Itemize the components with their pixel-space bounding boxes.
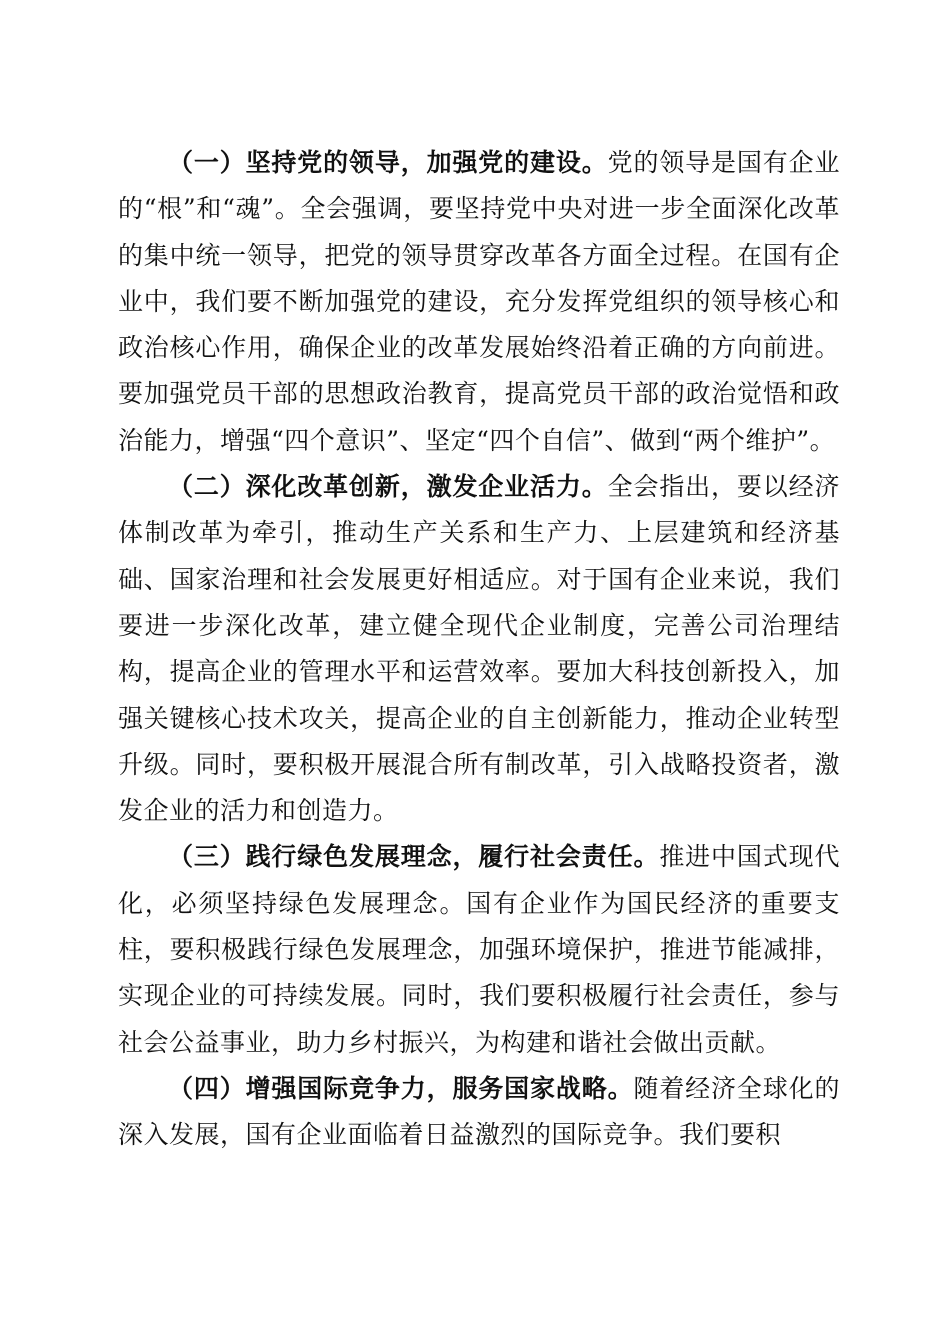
paragraph-2-heading: （二）深化改革创新，激发企业活力。 — [168, 472, 608, 502]
paragraph-1-body: 党的领导是国有企业的“根”和“魂”。全会强调，要坚持党中央对进一步全面深化改革的集中统一领导，把党的领导贯穿改革各方面全过程。在国有企业中，我们要不断加强党的建设，充分发挥党组织的领导核心和政治核心作用，确保企业的改革发展始终沿着正确的方向前进。要加强党员干部的思想政治教育，提高党员干部的政治觉悟和政治能力，增强“四个意识”、坚定“四个自信”、做到“两个维护”。 — [118, 148, 840, 455]
document-body — [118, 140, 840, 1159]
paragraph-2 — [118, 464, 840, 834]
paragraph-3-heading: （三）践行绿色发展理念，履行社会责任。 — [168, 842, 660, 872]
paragraph-1-heading: （一）坚持党的领导，加强党的建设。 — [168, 148, 608, 177]
paragraph-4-heading: （四）增强国际竞争力，服务国家战略。 — [168, 1073, 634, 1103]
paragraph-3-body: 推进中国式现代化，必须坚持绿色发展理念。国有企业作为国民经济的重要支柱，要积极践行绿色发展理念，加强环境保护，推进节能减排，实现企业的可持续发展。同时，我们要积极履行社会责任，参与社会公益事业，助力乡村振兴，为构建和谐社会做出贡献。 — [118, 842, 840, 1057]
paragraph-2-body: 全会指出，要以经济体制改革为牵引，推动生产关系和生产力、上层建筑和经济基础、国家治理和社会发展更好相适应。对于国有企业来说，我们要进一步深化改革，建立健全现代企业制度，完善公司治理结构，提高企业的管理水平和运营效率。要加大科技创新投入，加强关键核心技术攻关，提高企业的自主创新能力，推动企业转型升级。同时，要积极开展混合所有制改革，引入战略投资者，激发企业的活力和创造力。 — [118, 472, 840, 826]
paragraph-4-body: 随着经济全球化的深入发展，国有企业面临着日益激烈的国际竞争。我们要积 — [118, 1073, 840, 1150]
paragraph-3 — [118, 834, 840, 1065]
paragraph-4 — [118, 1066, 840, 1159]
paragraph-1 — [118, 140, 840, 464]
